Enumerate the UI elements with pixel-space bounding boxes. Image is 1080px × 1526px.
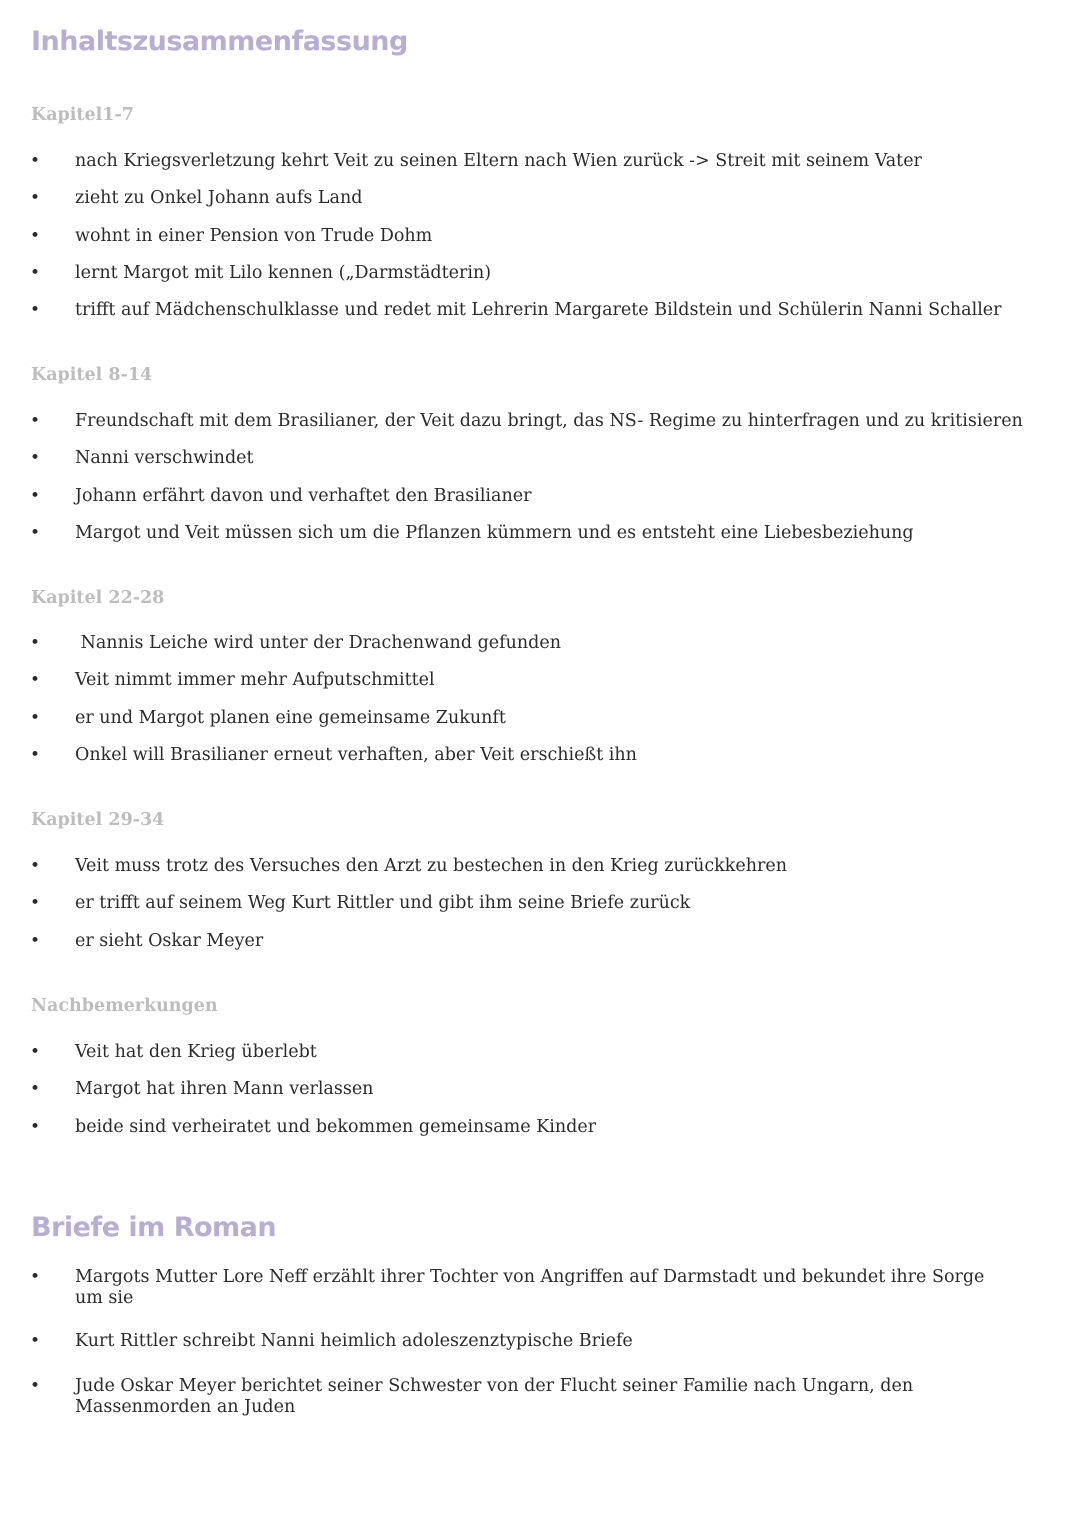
list-item-text: Nanni verschwindet	[75, 448, 254, 469]
list-item-text: Jude Oskar Meyer berichtet seiner Schwester von der Flucht seiner Familie nach Ungarn, den Massenmorden an Juden	[75, 1376, 914, 1417]
list-item-text: Nannis Leiche wird unter der Drachenwand gefunden	[75, 633, 561, 653]
list-item	[0, 633, 1080, 670]
list-item-text: Kurt Rittler schreibt Nanni heimlich adoleszenztypische Briefe	[75, 1331, 633, 1351]
bullet-icon: •	[30, 300, 41, 321]
bullet-list-nachbemerkungen	[0, 1042, 1080, 1154]
section-heading-kapitel-1-7: Kapitel1-7	[31, 105, 134, 125]
list-item-text: Freundschaft mit dem Brasilianer, der Veit dazu bringt, das NS- Regime zu hinterfragen und zu kritisieren	[75, 411, 1023, 431]
list-item	[0, 523, 1080, 560]
list-item	[0, 300, 1080, 337]
list-item-text: Margot und Veit müssen sich um die Pflanzen kümmern und es entsteht eine Liebesbeziehung	[75, 522, 914, 543]
list-item	[0, 856, 1080, 893]
list-item-text: trifft auf Mädchenschulklasse und redet mit Lehrerin Margarete Bildstein und Schülerin Nanni Schaller	[75, 300, 1002, 321]
list-item-text: wohnt in einer Pension von Trude Dohm	[75, 225, 433, 246]
section-heading-kapitel-22-28: Kapitel 22-28	[31, 588, 165, 608]
bullet-icon: •	[30, 262, 41, 283]
bullet-icon: •	[30, 1376, 41, 1396]
bullet-icon: •	[30, 485, 41, 506]
list-item	[0, 263, 1080, 300]
bullet-icon: •	[30, 1331, 41, 1351]
section-heading-nachbemerkungen: Nachbemerkungen	[31, 996, 218, 1016]
list-item	[0, 486, 1080, 523]
list-item-text: Veit hat den Krieg überlebt	[75, 1042, 317, 1062]
list-item	[0, 708, 1080, 745]
list-item-text: Margot hat ihren Mann verlassen	[75, 1079, 374, 1100]
bullet-list-kapitel-29-34	[0, 856, 1080, 968]
list-item-text: lernt Margot mit Lilo kennen („Darmstädterin)	[75, 262, 492, 283]
bullet-icon: •	[30, 1079, 41, 1100]
bullet-icon: •	[30, 1116, 41, 1137]
list-item	[0, 151, 1080, 188]
bullet-icon: •	[30, 411, 41, 431]
list-item-text: er sieht Oskar Meyer	[75, 930, 264, 951]
bullet-icon: •	[30, 188, 41, 209]
bullet-icon: •	[30, 707, 41, 728]
bullet-icon: •	[30, 151, 41, 171]
bullet-icon: •	[30, 633, 41, 653]
list-item-text: Veit muss trotz des Versuches den Arzt zu bestechen in den Krieg zurückkehren	[75, 856, 787, 876]
bullet-icon: •	[30, 448, 41, 469]
bullet-list-kapitel-22-28	[0, 633, 1080, 782]
list-item-text: Margots Mutter Lore Neff erzählt ihrer Tochter von Angriffen auf Darmstadt und bekundet ihre Sorge um sie	[75, 1267, 985, 1308]
list-item	[0, 1376, 1080, 1418]
list-item-text: nach Kriegsverletzung kehrt Veit zu seinen Eltern nach Wien zurück -> Streit mit seinem Vater	[75, 151, 922, 171]
bullet-icon: •	[30, 522, 41, 543]
list-item-text: Onkel will Brasilianer erneut verhaften, aber Veit erschießt ihn	[75, 744, 637, 765]
bullet-icon: •	[30, 225, 41, 246]
list-item	[0, 670, 1080, 707]
list-item	[0, 931, 1080, 968]
bullet-icon: •	[30, 1267, 41, 1287]
section-heading-kapitel-29-34: Kapitel 29-34	[31, 810, 165, 830]
list-item-text: zieht zu Onkel Johann aufs Land	[75, 188, 363, 209]
bullet-icon: •	[30, 1042, 41, 1062]
bullet-list-briefe	[0, 1267, 1080, 1418]
list-item	[0, 1331, 1080, 1352]
bullet-icon: •	[30, 893, 41, 914]
list-item-text: Veit nimmt immer mehr Aufputschmittel	[75, 670, 435, 691]
list-item-text: er trifft auf seinem Weg Kurt Rittler und gibt ihm seine Briefe zurück	[75, 893, 691, 914]
bullet-icon: •	[30, 856, 41, 876]
bullet-icon: •	[30, 744, 41, 765]
list-item	[0, 1042, 1080, 1079]
list-item	[0, 188, 1080, 225]
list-item-text: beide sind verheiratet und bekommen gemeinsame Kinder	[75, 1116, 597, 1137]
list-item	[0, 448, 1080, 485]
bullet-list-kapitel-1-7	[0, 151, 1080, 337]
list-item	[0, 411, 1080, 448]
list-item	[0, 745, 1080, 782]
list-item-text: Johann erfährt davon und verhaftet den Brasilianer	[75, 485, 532, 506]
list-item	[0, 893, 1080, 930]
list-item	[0, 1267, 1080, 1309]
list-item	[0, 226, 1080, 263]
bullet-icon: •	[30, 930, 41, 951]
briefe-title: Briefe im Roman	[31, 1212, 277, 1243]
list-item	[0, 1117, 1080, 1154]
list-item	[0, 1079, 1080, 1116]
page-title: Inhaltszusammenfassung	[31, 26, 408, 57]
list-item-text: er und Margot planen eine gemeinsame Zukunft	[75, 707, 506, 728]
bullet-list-kapitel-8-14	[0, 411, 1080, 560]
bullet-icon: •	[30, 670, 41, 691]
section-heading-kapitel-8-14: Kapitel 8-14	[31, 365, 153, 385]
